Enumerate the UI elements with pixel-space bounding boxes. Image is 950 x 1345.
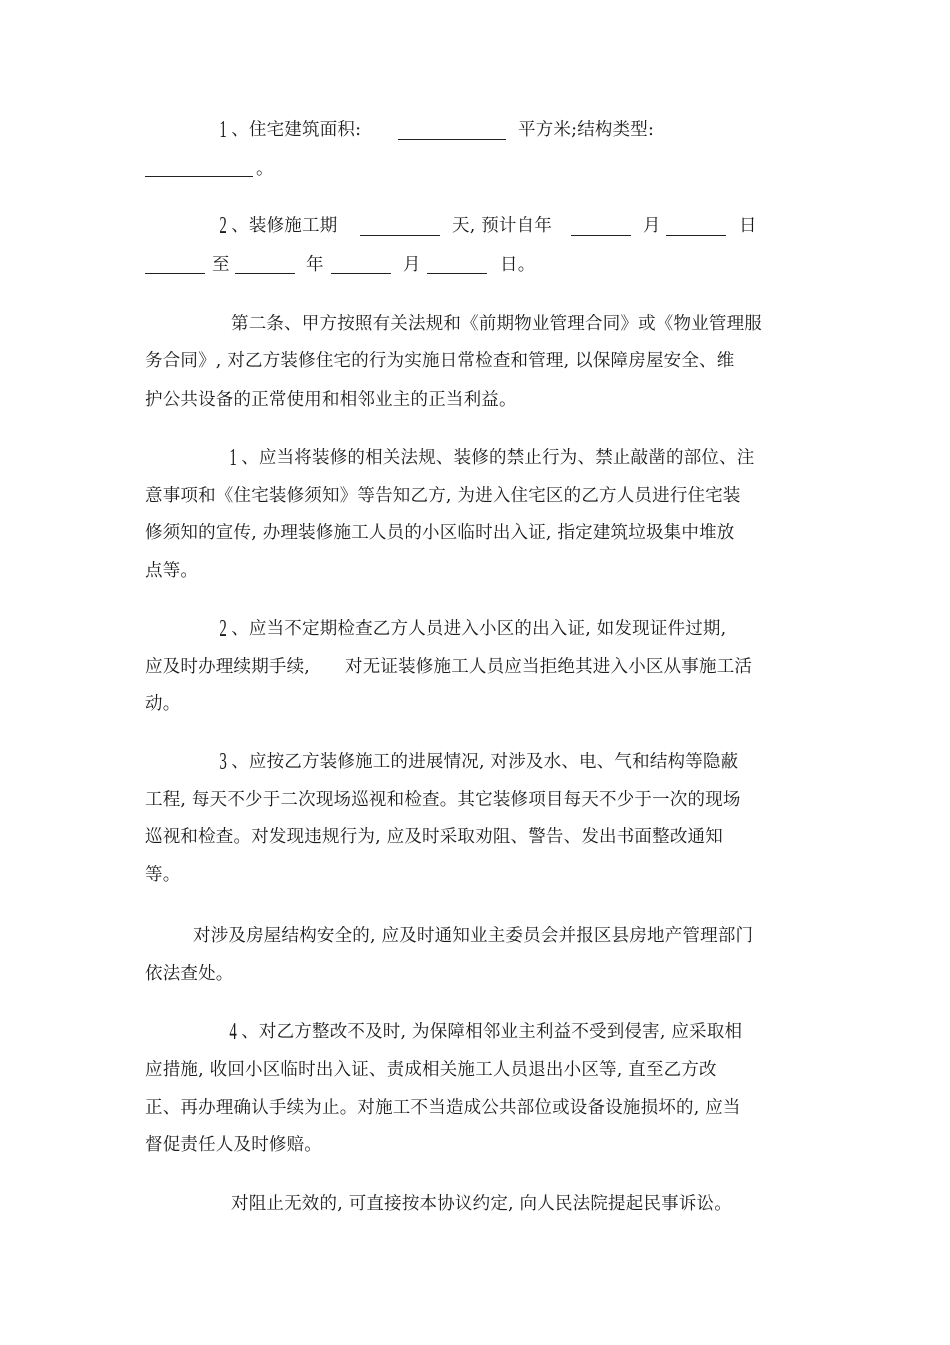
item2-line-1: 2 、应当不定期检查乙方人员进入小区的出入证, 如发现证件过期,: [219, 616, 727, 642]
item3-line-2: 工程, 每天不少于二次现场巡视和检查。其它装修项目每天不少于一次的现场: [145, 790, 741, 810]
area-line: [215, 118, 361, 142]
area-label: 、住宅建筑面积:: [231, 120, 362, 140]
end-year-blank[interactable]: [235, 259, 295, 274]
final-note: 对阻止无效的, 可直接按本协议约定, 向人民法院提起民事诉讼。: [231, 1194, 732, 1214]
period-label: 、装修施工期: [231, 216, 338, 236]
structure-type-blank[interactable]: [145, 162, 253, 177]
item-number: 3: [219, 749, 227, 775]
article2-line-1: 第二条、甲方按照有关法规和《前期物业管理合同》或《物业管理服: [231, 314, 762, 334]
days-text: 天, 预计自年: [452, 216, 553, 236]
item4-line-3: 正、再办理确认手续为止。对施工不当造成公共部位或设备设施损坏的, 应当: [145, 1098, 741, 1118]
structure-note-line-2: 依法查处。: [145, 964, 234, 984]
item-number: 4: [229, 1019, 237, 1045]
item-number: 2: [219, 616, 227, 642]
period-line: [215, 214, 337, 238]
item3-line-3: 巡视和检查。对发现违规行为, 应及时采取劝阻、警告、发出书面整改通知: [145, 827, 723, 847]
area-unit: 平方米;结构类型:: [518, 120, 655, 140]
item-number: 2: [219, 213, 227, 239]
day-end-text: 日。: [500, 255, 536, 275]
item1-line-3: 修须知的宣传, 办理装修施工人员的小区临时出入证, 指定建筑垃圾集中堆放: [145, 523, 735, 543]
item2-line-3: 动。: [145, 694, 181, 714]
day-text: 日: [739, 216, 757, 236]
item-number: 1: [229, 445, 237, 471]
area-blank[interactable]: [398, 125, 506, 140]
structure-note-line-1: 对涉及房屋结构安全的, 应及时通知业主委员会并报区县房地产管理部门: [193, 926, 754, 946]
article2-line-2: 务合同》, 对乙方装修住宅的行为实施日常检查和管理, 以保障房屋安全、维: [145, 351, 735, 371]
item4-line-2: 应措施, 收回小区临时出入证、责成相关施工人员退出小区等, 直至乙方改: [145, 1060, 717, 1080]
article2-line-3: 护公共设备的正常使用和相邻业主的正当利益。: [145, 390, 517, 410]
structure-end: 。: [256, 159, 274, 179]
start-day-blank[interactable]: [666, 221, 726, 236]
end-month-blank[interactable]: [331, 259, 391, 274]
item1-line-1: 1 、应当将装修的相关法规、装修的禁止行为、禁止敲凿的部位、注: [229, 445, 755, 471]
year-text: 年: [306, 255, 324, 275]
item-number: 1: [219, 117, 227, 143]
to-text: 至: [212, 255, 230, 275]
item4-line-1: 4 、对乙方整改不及时, 为保障相邻业主利益不受到侵害, 应采取相: [229, 1019, 743, 1045]
end-day-blank[interactable]: [427, 259, 487, 274]
item2-line-2b: 对无证装修施工人员应当拒绝其进入小区从事施工活: [345, 657, 753, 677]
start-day-cont-blank[interactable]: [145, 259, 205, 274]
start-month-blank[interactable]: [571, 221, 631, 236]
days-blank[interactable]: [360, 221, 440, 236]
month2-text: 月: [403, 255, 421, 275]
item1-line-2: 意事项和《住宅装修须知》等告知乙方, 为进入住宅区的乙方人员进行住宅装: [145, 486, 741, 506]
item4-line-4: 督促责任人及时修赔。: [145, 1135, 322, 1155]
month-text: 月: [643, 216, 661, 236]
item3-line-1: 3 、应按乙方装修施工的进展情况, 对涉及水、电、气和结构等隐蔽: [219, 749, 739, 775]
item3-line-4: 等。: [145, 865, 181, 885]
item2-line-2a: 应及时办理续期手续,: [145, 657, 311, 677]
item1-line-4: 点等。: [145, 561, 199, 581]
